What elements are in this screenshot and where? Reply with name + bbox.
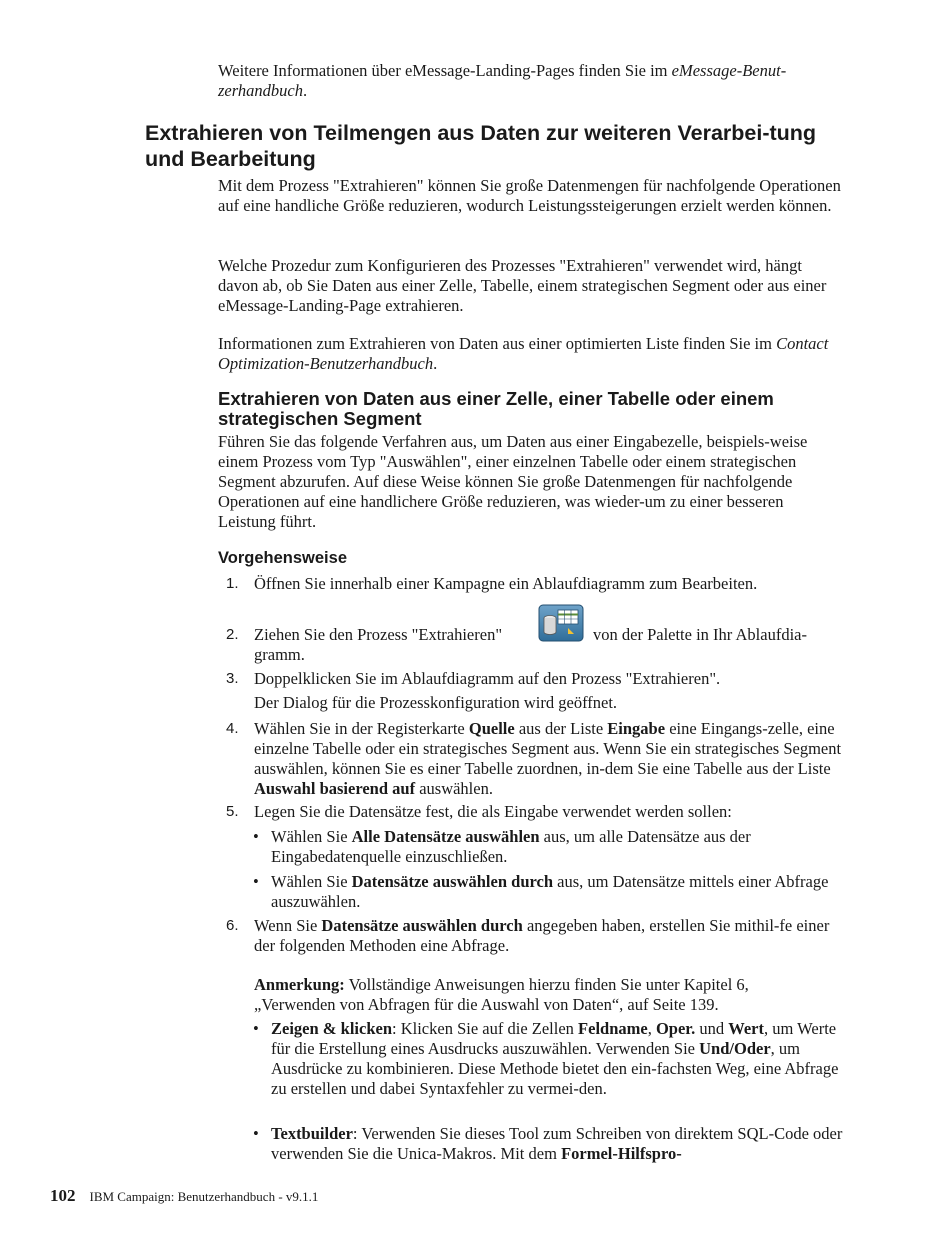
intro-text: Weitere Informationen über eMessage-Landing-Pages finden Sie im — [218, 61, 672, 80]
intro-period: . — [302, 81, 308, 100]
step-text: Doppelklicken Sie im Ablaufdiagramm auf den Prozess "Extrahieren". — [254, 669, 721, 688]
method-name: Zeigen & klicken — [271, 1019, 393, 1038]
step-1 — [218, 574, 843, 594]
bullet-item — [253, 1019, 843, 1119]
step-5 — [218, 802, 843, 822]
bullet-text-part: und — [695, 1019, 729, 1038]
paragraph-3 — [218, 334, 843, 374]
subsection-heading: Extrahieren von Daten aus einer Zelle, einer Tabelle oder einem strategischen Segment — [218, 388, 774, 429]
operator-name: Und/Oder — [699, 1039, 771, 1058]
step-text-part: Wenn Sie — [254, 916, 322, 935]
bullet-marker: • — [253, 872, 259, 891]
bullet-text — [271, 872, 843, 912]
paragraph-3-reference: Contact Optimization-Benutzerhandbuch — [218, 334, 829, 373]
step-text-continued: von der Palette in Ihr Ablaufdia- — [593, 625, 807, 644]
tab-name-quelle: Quelle — [468, 719, 515, 738]
page-footer — [50, 1186, 650, 1206]
section-heading: Extrahieren von Teilmengen aus Daten zur weiteren Verarbei-tung und Bearbeitung — [145, 121, 817, 171]
paragraph-3-text: Informationen zum Extrahieren von Daten aus einer optimierten Liste finden Sie im — [218, 334, 777, 353]
bullet-text — [271, 1019, 843, 1099]
option-name: Alle Datensätze auswählen — [351, 827, 540, 846]
method-name: Textbuilder — [271, 1124, 353, 1143]
bullet-item — [253, 1124, 843, 1164]
step-text-part: aus der Liste — [514, 719, 608, 738]
extract-process-icon — [538, 604, 584, 642]
bullet-text-part: , um Werte für die Erstellung eines Ausdrucks auszuwählen. Verwenden Sie — [271, 1019, 837, 1058]
step-number: 6. — [226, 917, 239, 934]
bullet-item — [253, 827, 843, 867]
step-6 — [218, 916, 843, 956]
step-number: 2. — [226, 626, 239, 643]
page-number: 102 — [50, 1186, 76, 1205]
paragraph-3-period: . — [433, 354, 438, 373]
bullet-text-part: , — [647, 1019, 656, 1038]
note-label: Anmerkung: — [254, 975, 345, 994]
bullet-text-part: aus, um Datensätze mittels einer Abfrage auszuwählen. — [271, 872, 829, 911]
intro-paragraph — [218, 61, 843, 101]
bullet-text-part: , um Ausdrücke zu kombinieren. Diese Methode bietet den ein-fachsten Weg, eine Abfrage zu erstellen und dabei Syntaxfehler zu vermei-den. — [271, 1039, 839, 1098]
step-text: Legen Sie die Datensätze fest, die als Eingabe verwendet werden sollen: — [254, 802, 732, 821]
paragraph-2: Welche Prozedur zum Konfigurieren des Prozesses "Extrahieren" verwendet wird, hängt davon ab, ob Sie Daten aus einer Zelle, Tabelle, einem strategischen Segment oder aus einer eMessage-Landing-Page extrahieren. — [218, 256, 827, 315]
step-text — [254, 719, 842, 799]
list-name-eingabe: Eingabe — [607, 719, 666, 738]
procedure-heading: Vorgehensweise — [218, 549, 347, 567]
step-number: 3. — [226, 670, 239, 687]
paragraph-1: Mit dem Prozess "Extrahieren" können Sie große Datenmengen für nachfolgende Operationen auf eine handliche Größe reduzieren, wodurch Leistungssteigerungen erzielt werden können. — [218, 176, 841, 215]
bullet-text-part: Wählen Sie — [271, 872, 352, 891]
step-3 — [218, 669, 843, 713]
option-name: Datensätze auswählen durch — [351, 872, 554, 891]
step-text-line2: gramm. — [254, 645, 305, 664]
step-result: Der Dialog für die Prozesskonfiguration wird geöffnet. — [254, 693, 618, 712]
step-text-part: angegeben haben, erstellen Sie mithil-fe einer der folgenden Methoden eine Abfrage. — [254, 916, 830, 955]
bullet-marker: • — [253, 827, 259, 846]
step-number: 5. — [226, 803, 239, 820]
tool-name: Formel-Hilfspro- — [561, 1144, 682, 1163]
note — [254, 975, 834, 1015]
step-2 — [218, 625, 843, 665]
bullet-text-part: : Klicken Sie auf die Zellen — [392, 1019, 579, 1038]
bullet-text — [271, 827, 843, 867]
bullet-text-part: : Verwenden Sie dieses Tool zum Schreiben von direktem SQL-Code oder verwenden Sie die Unica-Makros. Mit dem — [271, 1124, 843, 1163]
step-text — [254, 916, 842, 956]
column-name: Oper. — [655, 1019, 696, 1038]
step-text: Ziehen Sie den Prozess "Extrahieren" — [254, 625, 503, 644]
bullet-marker: • — [253, 1019, 259, 1038]
paragraph-4: Führen Sie das folgende Verfahren aus, um Daten aus einer Eingabezelle, beispiels-weise einem Prozess vom Typ "Auswählen", einer einzelnen Tabelle oder einem strategischen Segment abzurufen. Auf diese Weise können Sie große Datenmengen für nachfolgende Operationen auf eine handlichere Größe reduzieren, was wieder-um zu einer besseren Leistung führt. — [218, 432, 808, 531]
step-number: 4. — [226, 720, 239, 737]
bullet-text — [271, 1124, 843, 1164]
step-4 — [218, 719, 843, 799]
bullet-item — [253, 872, 843, 912]
bullet-text-part: aus, um alle Datensätze aus der Eingabedatenquelle einzuschließen. — [271, 827, 751, 866]
note-text: Vollständige Anweisungen hierzu finden Sie unter Kapitel 6, „Verwenden von Abfragen für die Auswahl von Daten“, auf Seite 139. — [254, 975, 749, 1014]
step-text-part: eine Eingangs-zelle, eine einzelne Tabelle oder ein strategisches Segment aus. Wenn Sie ein strategisches Segment auswählen, können Sie es einer Tabelle zuordnen, in-dem Sie eine Tabelle aus der Liste — [254, 719, 842, 778]
step-text-part: auswählen. — [415, 779, 493, 798]
column-name: Wert — [728, 1019, 764, 1038]
step-text-part: Wählen Sie in der Registerkarte — [254, 719, 469, 738]
bullet-text-part: Wählen Sie — [271, 827, 352, 846]
footer-text: IBM Campaign: Benutzerhandbuch - v9.1.1 — [89, 1189, 319, 1204]
bullet-marker: • — [253, 1124, 259, 1143]
step-text: Öffnen Sie innerhalb einer Kampagne ein Ablaufdiagramm zum Bearbeiten. — [254, 574, 758, 593]
intro-reference: eMessage-Benut-zerhandbuch — [218, 61, 787, 100]
option-name: Datensätze auswählen durch — [321, 916, 523, 935]
column-name: Feldname — [578, 1019, 648, 1038]
step-number: 1. — [226, 575, 239, 592]
list-name-auswahl: Auswahl basierend auf — [254, 779, 416, 798]
